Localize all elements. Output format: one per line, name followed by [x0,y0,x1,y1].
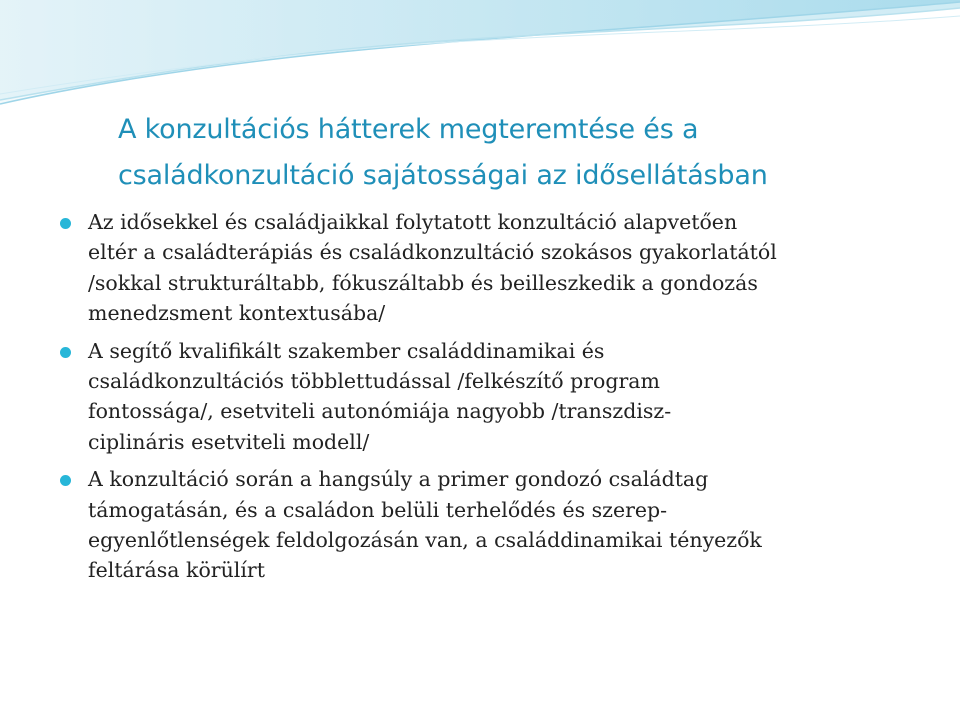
bullet-line: feltárása körülírt [88,558,265,583]
bullet-item [60,464,920,586]
bullet-dot-icon [60,218,71,229]
bullet-line: /sokkal strukturáltabb, fókuszáltabb és beilleszkedik a gondozás [88,270,758,295]
bullet-line: támogatásán, és a családon belüli terhelődés és szerep- [88,497,668,522]
bullet-line: A segítő kvalifikált szakember családdinamikai és [88,338,605,363]
bullet-item [60,336,920,458]
bullet-dot-icon [60,347,71,358]
decorative-wave-header [0,0,960,110]
bullet-item [60,207,920,329]
bullet-line: fontossága/, esetviteli autonómiája nagyobb /transzdisz- [88,399,672,424]
bullet-line: ciplináris esetviteli modell/ [88,429,370,454]
bullet-line: Az idősekkel és családjaikkal folytatott konzultáció alapvetően [88,210,738,234]
slide-title-line-2: családkonzultáció sajátosságai az idősellátásban [118,160,768,191]
bullet-line: eltér a családterápiás és családkonzultáció szokásos gyakorlatától [88,240,777,265]
bullet-text [88,464,920,586]
bullet-list [60,207,920,593]
bullet-dot-icon [60,475,71,486]
bullet-line: A konzultáció során a hangsúly a primer gondozó családtag [88,467,709,492]
bullet-text [88,207,920,329]
bullet-line: családkonzultációs többlettudással /felkészítő program [88,369,660,394]
bullet-text [88,336,920,458]
bullet-line: menedzsment kontextusába/ [88,301,386,326]
slide-title [118,107,918,199]
bullet-line: egyenlőtlenségek feldolgozásán van, a családdinamikai tényezők [88,528,762,553]
slide-title-line-1: A konzultációs hátterek megteremtése és a [118,114,699,145]
